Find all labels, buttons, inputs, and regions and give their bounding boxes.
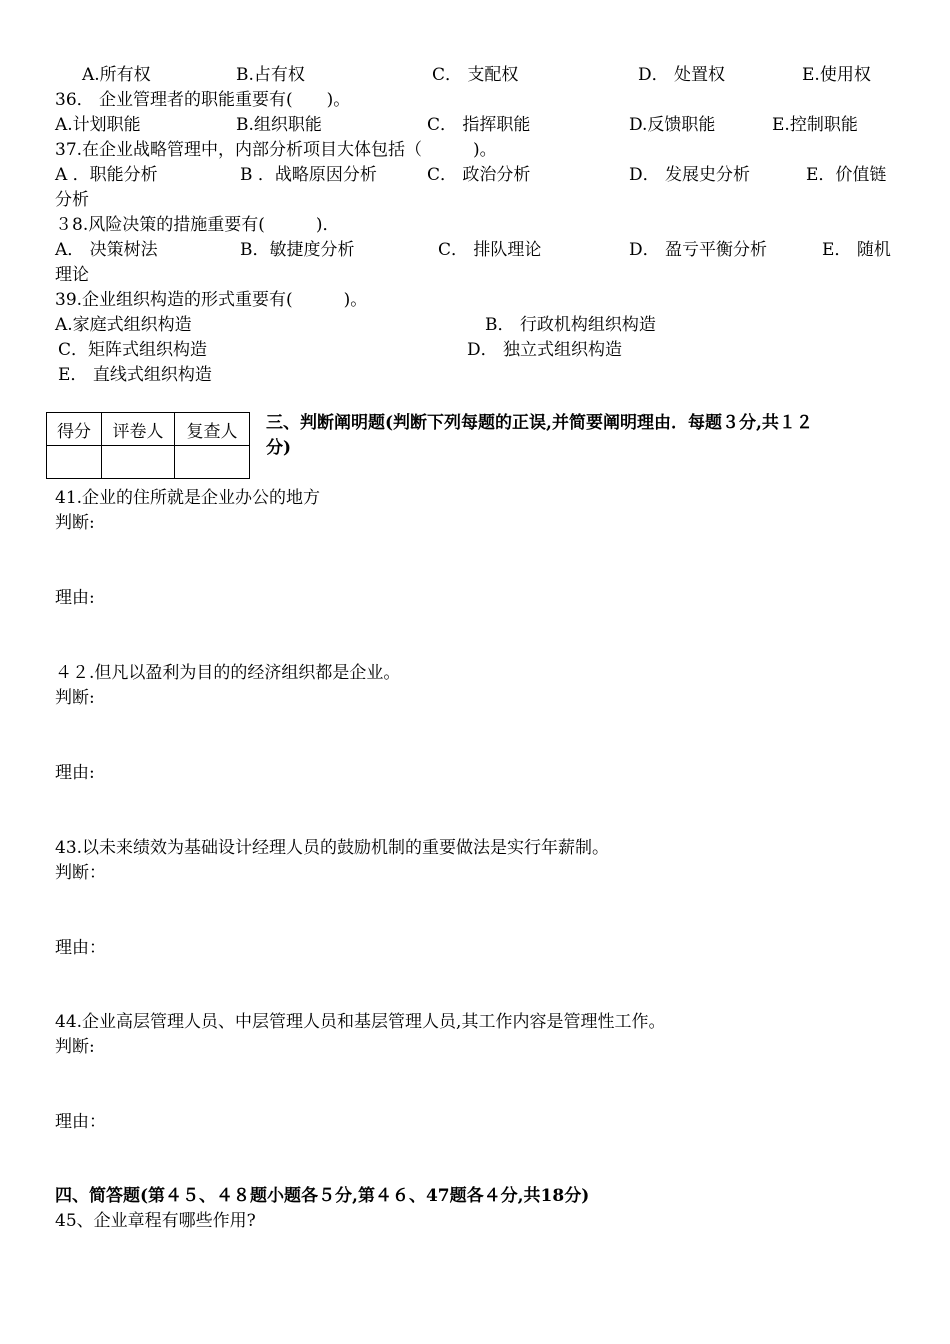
q43-judge-label: 判断： [55, 863, 106, 883]
q36-option-a: A.计划职能 [55, 115, 141, 135]
q39-option-e: E． 直线式组织构造 [58, 365, 212, 385]
q36-option-c: C． 指挥职能 [427, 115, 531, 135]
q36-option-d: D.反馈职能 [629, 115, 716, 135]
q35-option-a: A.所有权 [82, 65, 151, 85]
reviewer-cell[interactable] [175, 446, 250, 479]
q39-option-d: D． 独立式组织构造 [467, 340, 623, 360]
q38-option-b: B．敏捷度分析 [240, 240, 355, 260]
q44-judge-label: 判断: [55, 1037, 95, 1057]
q44-reason-label: 理由： [55, 1112, 106, 1132]
q38-option-a: A． 决策树法 [55, 240, 158, 260]
reviewer-header: 复查人 [175, 413, 250, 446]
q38-option-d: D． 盈亏平衡分析 [629, 240, 768, 260]
q38-option-e-continued: 理论 [55, 265, 89, 285]
grader-cell[interactable] [102, 446, 175, 479]
q37-option-c: C． 政治分析 [427, 165, 531, 185]
q38-option-e: E． 随机 [822, 240, 891, 260]
score-header: 得分 [47, 413, 102, 446]
q36-option-e: E.控制职能 [772, 115, 858, 135]
grader-header: 评卷人 [102, 413, 175, 446]
q35-option-c: C． 支配权 [432, 65, 519, 85]
q42-stem: ４２.但凡以盈利为目的的经济组织都是企业。 [55, 663, 401, 683]
q37-option-e-continued: 分析 [55, 190, 89, 210]
q35-option-b: B.占有权 [236, 65, 305, 85]
section3-title-continued: 分) [266, 438, 292, 458]
q41-stem: 41.企业的住所就是企业办公的地方 [55, 488, 321, 508]
q39-option-c: C．矩阵式组织构造 [58, 340, 208, 360]
q37-option-d: D． 发展史分析 [629, 165, 751, 185]
q41-reason-label: 理由: [55, 588, 95, 608]
q39-stem: 39.企业组织构造的形式重要有( )。 [55, 290, 368, 310]
q41-judge-label: 判断: [55, 513, 95, 533]
q36-stem: 36． 企业管理者的职能重要有( )。 [55, 90, 351, 110]
q35-option-e: E.使用权 [802, 65, 871, 85]
q39-option-a: A.家庭式组织构造 [55, 315, 192, 335]
q37-option-b: B ．战略原因分析 [240, 165, 377, 185]
q35-option-d: D． 处置权 [638, 65, 726, 85]
q37-option-e: E．价值链 [806, 165, 887, 185]
q36-option-b: B.组织职能 [236, 115, 322, 135]
q38-stem: ３8.风险决策的措施重要有( )． [55, 215, 340, 235]
section4-title: 四、简答题(第４５、４８题小题各５分,第４６、47题各４分,共18分) [55, 1186, 590, 1206]
q38-option-c: C． 排队理论 [438, 240, 542, 260]
q45-stem: 45、企业章程有哪些作用? [55, 1211, 256, 1231]
section3-title: 三、判断阐明题(判断下列每题的正误,并简要阐明理由．每题３分,共１２ [266, 413, 813, 433]
q43-reason-label: 理由： [55, 938, 106, 958]
score-cell[interactable] [47, 446, 102, 479]
q39-option-b: B． 行政机构组织构造 [485, 315, 656, 335]
score-table [46, 412, 250, 479]
q37-stem: 37.在企业战略管理中，内部分析项目大体包括（ )。 [55, 140, 497, 160]
q42-judge-label: 判断: [55, 688, 95, 708]
q42-reason-label: 理由: [55, 763, 95, 783]
q43-stem: 43.以未来绩效为基础设计经理人员的鼓励机制的重要做法是实行年薪制。 [55, 838, 610, 858]
q44-stem: 44.企业高层管理人员、中层管理人员和基层管理人员,其工作内容是管理性工作。 [55, 1012, 666, 1032]
q37-option-a: A ．职能分析 [55, 165, 158, 185]
